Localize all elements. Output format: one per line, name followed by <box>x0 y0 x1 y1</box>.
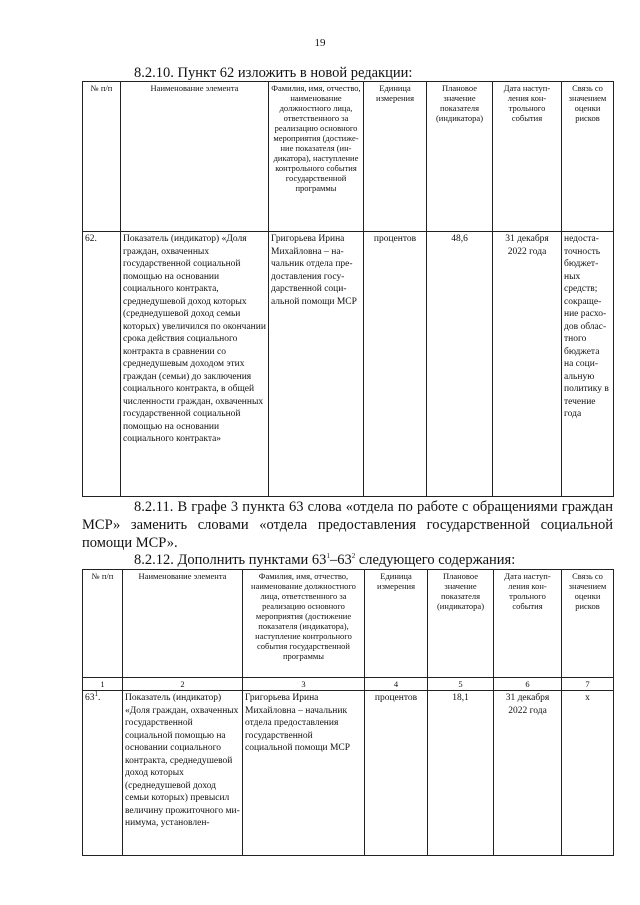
section-8-2-11-paragraph: 8.2.11. В графе 3 пункта 63 слова «отдела по работе с обращениями граждан МСР» заменить словами «отдела предоставления государственной социальной помощи МСР». <box>82 499 613 551</box>
header-planned-value: Плановое значение показателя (индикатора) <box>427 82 493 232</box>
header-element-name: Наименование элемента <box>121 82 269 232</box>
header-num: № п/п <box>83 82 121 232</box>
cell-risk: недостаточность бюджетных средств; сокращение расходов областного бюджета на социальную политику в течение года <box>562 232 614 497</box>
cell-element-name: Показатель (индикатор) «Доля граждан, охваченных государственной социальной помощью на основании социального контракта, среднедушевой доход которых (среднедушевой доход семьи которых) увеличился по окончании срока действия социального контракта в сравнении со среднедушевым доходом этих граждан (семьи) до заключения социального контракта, в общей численности граждан, охваченных государственной социальной помощью на основании социального контракта» <box>121 232 269 497</box>
column-number: 4 <box>365 678 428 691</box>
header-responsible-person: Фамилия, имя, отчество, наименование должностного лица, ответственного за реализацию основного мероприятия (достижение показателя (индикатора), наступление контрольного события государственной программы <box>269 82 364 232</box>
cell-planned-value: 18,1 <box>428 691 494 856</box>
section-8-2-10-heading: 8.2.10. Пункт 62 изложить в новой редакции: <box>134 65 413 81</box>
cell-num: $63^1$. <box>83 691 123 856</box>
header-unit: Единица измерения <box>364 82 427 232</box>
header-element-name: Наименование элемента <box>123 570 243 678</box>
column-number: 5 <box>428 678 494 691</box>
header-responsible-person: Фамилия, имя, отчество, наименование должностного лица, ответственного за реализацию основного мероприятия (достижение показателя (индикатора), наступление контрольного события государственной программы <box>243 570 365 678</box>
column-number: 2 <box>123 678 243 691</box>
table-row-63-1 <box>83 691 614 856</box>
header-unit: Единица измерения <box>365 570 428 678</box>
table-column-numbers-row <box>83 678 614 691</box>
header-event-date: Дата наступления контрольного события <box>493 82 562 232</box>
table-header-row <box>83 82 614 232</box>
table-header-row <box>83 570 614 678</box>
cell-planned-value: 48,6 <box>427 232 493 497</box>
header-event-date: Дата наступления контрольного события <box>494 570 562 678</box>
table-items-63 <box>82 569 614 856</box>
column-number: 1 <box>83 678 123 691</box>
cell-event-date: 31 декабря 2022 года <box>493 232 562 497</box>
cell-responsible-person: Григорьева Ирина Михайловна – начальник отдела предоставления государственной социальной помощи МСР <box>269 232 364 497</box>
cell-unit: процентов <box>365 691 428 856</box>
column-number: 6 <box>494 678 562 691</box>
header-planned-value: Плановое значение показателя (индикатора) <box>428 570 494 678</box>
page-number: 19 <box>314 37 326 49</box>
cell-responsible-person: Григорьева Ирина Михайловна – начальник отдела предоставления государственной социальной помощи МСР <box>243 691 365 856</box>
cell-element-name: Показатель (индикатор) «Доля граждан, охваченных государственной социальной помощью на основании социального контракта, среднедушевой доход которых (среднедушевой доход семьи которых) превысил величину прожиточного минимума, установлен- <box>123 691 243 856</box>
cell-risk: х <box>562 691 614 856</box>
cell-event-date: 31 декабря 2022 года <box>494 691 562 856</box>
header-risk: Связь со значением оценки рисков <box>562 570 614 678</box>
table-row-62 <box>83 232 614 497</box>
cell-unit: процентов <box>364 232 427 497</box>
section-8-2-12-heading: 8.2.12. Дополнить пунктами $63^1-63^2$ следующего содержания: <box>134 552 516 568</box>
column-number: 7 <box>562 678 614 691</box>
header-num: № п/п <box>83 570 123 678</box>
column-number: 3 <box>243 678 365 691</box>
cell-num: 62. <box>83 232 121 497</box>
header-risk: Связь со значением оценки рисков <box>562 82 614 232</box>
table-item-62 <box>82 81 614 497</box>
